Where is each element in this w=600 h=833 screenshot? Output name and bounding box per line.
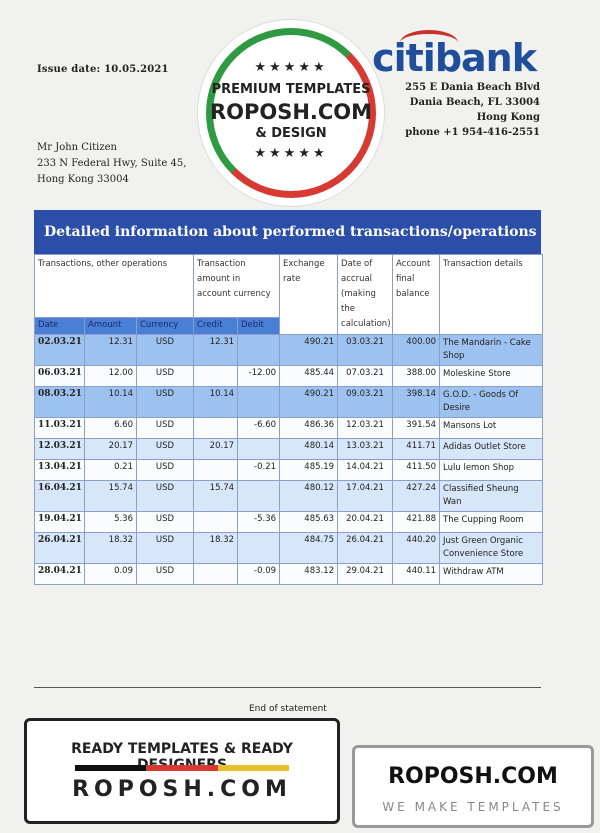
customer-address bbox=[37, 140, 186, 188]
cell-rate: 480.14 bbox=[280, 439, 338, 460]
cell-currency: USD bbox=[137, 366, 194, 387]
cell-details: Classified Sheung Wan bbox=[440, 481, 543, 512]
table-row bbox=[35, 418, 543, 439]
watermark-left-line1: READY TEMPLATES & READY bbox=[71, 741, 293, 757]
cell-rate: 486.36 bbox=[280, 418, 338, 439]
cell-currency: USD bbox=[137, 533, 194, 564]
cell-currency: USD bbox=[137, 418, 194, 439]
cell-debit bbox=[238, 533, 280, 564]
cell-balance: 411.71 bbox=[393, 439, 440, 460]
cell-credit bbox=[194, 366, 238, 387]
cell-debit bbox=[238, 481, 280, 512]
cell-date: 28.04.21 bbox=[35, 564, 85, 585]
cell-date: 11.03.21 bbox=[35, 418, 85, 439]
cell-balance: 388.00 bbox=[393, 366, 440, 387]
cell-amount: 6.60 bbox=[85, 418, 137, 439]
stamp-line3: & DESIGN bbox=[255, 126, 327, 141]
cell-accrual: 29.04.21 bbox=[338, 564, 393, 585]
cell-details: The Mandarin - Cake Shop bbox=[440, 335, 543, 366]
bank-address-line1: 255 E Dania Beach Blvd bbox=[405, 82, 540, 93]
cell-debit: -0.21 bbox=[238, 460, 280, 481]
cell-date: 13.04.21 bbox=[35, 460, 85, 481]
cell-balance: 427.24 bbox=[393, 481, 440, 512]
cell-accrual: 13.03.21 bbox=[338, 439, 393, 460]
header-transactions: Transactions, other operations bbox=[35, 255, 194, 318]
cell-details: The Cupping Room bbox=[440, 512, 543, 533]
cell-currency: USD bbox=[137, 387, 194, 418]
cell-date: 19.04.21 bbox=[35, 512, 85, 533]
cell-rate: 485.63 bbox=[280, 512, 338, 533]
cell-date: 08.03.21 bbox=[35, 387, 85, 418]
cell-currency: USD bbox=[137, 460, 194, 481]
watermark-left-line2: ROPOSH.COM bbox=[72, 777, 292, 802]
cell-currency: USD bbox=[137, 512, 194, 533]
cell-currency: USD bbox=[137, 481, 194, 512]
cell-debit: -6.60 bbox=[238, 418, 280, 439]
cell-currency: USD bbox=[137, 335, 194, 366]
watermark-right bbox=[352, 745, 594, 828]
issue-date: Issue date: 10.05.2021 bbox=[37, 64, 169, 75]
cell-amount: 15.74 bbox=[85, 481, 137, 512]
cell-rate: 490.21 bbox=[280, 387, 338, 418]
cell-amount: 0.21 bbox=[85, 460, 137, 481]
cell-details: Moleskine Store bbox=[440, 366, 543, 387]
cell-accrual: 20.04.21 bbox=[338, 512, 393, 533]
cell-debit: -12.00 bbox=[238, 366, 280, 387]
cell-balance: 400.00 bbox=[393, 335, 440, 366]
cell-details: Adidas Outlet Store bbox=[440, 439, 543, 460]
cell-rate: 485.44 bbox=[280, 366, 338, 387]
cell-amount: 12.00 bbox=[85, 366, 137, 387]
table-row bbox=[35, 512, 543, 533]
customer-name: Mr John Citizen bbox=[37, 142, 117, 153]
table-row bbox=[35, 439, 543, 460]
bank-address-line3: Hong Kong bbox=[476, 112, 540, 123]
subheader-amount: Amount bbox=[85, 318, 137, 335]
cell-amount: 0.09 bbox=[85, 564, 137, 585]
cell-credit bbox=[194, 512, 238, 533]
bank-phone: phone +1 954-416-2551 bbox=[405, 127, 540, 138]
roposh-stamp bbox=[198, 20, 384, 206]
cell-balance: 411.50 bbox=[393, 460, 440, 481]
bank-address bbox=[405, 80, 540, 140]
end-of-statement: End of statement bbox=[249, 704, 327, 714]
cell-details: Lulu lemon Shop bbox=[440, 460, 543, 481]
cell-date: 12.03.21 bbox=[35, 439, 85, 460]
cell-debit: -0.09 bbox=[238, 564, 280, 585]
subheader-debit: Debit bbox=[238, 318, 280, 335]
table-row bbox=[35, 481, 543, 512]
cell-amount: 18.32 bbox=[85, 533, 137, 564]
customer-city: Hong Kong 33004 bbox=[37, 174, 129, 185]
cell-balance: 398.14 bbox=[393, 387, 440, 418]
header-date-accrual: Date of accrual (making the calculation) bbox=[338, 255, 393, 335]
cell-debit bbox=[238, 387, 280, 418]
cell-amount: 5.36 bbox=[85, 512, 137, 533]
subheader-credit: Credit bbox=[194, 318, 238, 335]
cell-credit: 20.17 bbox=[194, 439, 238, 460]
cell-debit: -5.36 bbox=[238, 512, 280, 533]
cell-date: 26.04.21 bbox=[35, 533, 85, 564]
logo-text: citibank bbox=[372, 36, 536, 80]
divider bbox=[34, 687, 541, 688]
subheader-currency: Currency bbox=[137, 318, 194, 335]
table-row bbox=[35, 387, 543, 418]
cell-amount: 20.17 bbox=[85, 439, 137, 460]
bank-address-line2: Dania Beach, FL 33004 bbox=[409, 97, 540, 108]
cell-rate: 485.19 bbox=[280, 460, 338, 481]
cell-credit: 18.32 bbox=[194, 533, 238, 564]
cell-accrual: 17.04.21 bbox=[338, 481, 393, 512]
cell-credit bbox=[194, 418, 238, 439]
cell-debit bbox=[238, 335, 280, 366]
cell-accrual: 14.04.21 bbox=[338, 460, 393, 481]
cell-debit bbox=[238, 439, 280, 460]
cell-date: 06.03.21 bbox=[35, 366, 85, 387]
cell-details: G.O.D. - Goods Of Desire bbox=[440, 387, 543, 418]
header-row bbox=[35, 255, 543, 318]
cell-balance: 440.20 bbox=[393, 533, 440, 564]
cell-accrual: 03.03.21 bbox=[338, 335, 393, 366]
watermark-right-line2: WE MAKE TEMPLATES bbox=[382, 800, 564, 814]
customer-street: 233 N Federal Hwy, Suite 45, bbox=[37, 158, 187, 169]
cell-balance: 440.11 bbox=[393, 564, 440, 585]
header-exchange-rate: Exchange rate bbox=[280, 255, 338, 335]
cell-amount: 10.14 bbox=[85, 387, 137, 418]
transactions-table bbox=[34, 254, 543, 585]
cell-credit: 12.31 bbox=[194, 335, 238, 366]
table-row bbox=[35, 366, 543, 387]
cell-credit: 15.74 bbox=[194, 481, 238, 512]
table-row bbox=[35, 335, 543, 366]
header-details: Transaction details bbox=[440, 255, 543, 335]
table-row bbox=[35, 533, 543, 564]
cell-rate: 480.12 bbox=[280, 481, 338, 512]
cell-details: Just Green Organic Convenience Store bbox=[440, 533, 543, 564]
stamp-stars-bottom: ★★★★★ bbox=[254, 146, 328, 161]
cell-currency: USD bbox=[137, 439, 194, 460]
cell-balance: 421.88 bbox=[393, 512, 440, 533]
stamp-line1: PREMIUM TEMPLATES bbox=[211, 82, 371, 97]
table-title: Detailed information about performed transactions/operations bbox=[34, 210, 541, 254]
cell-accrual: 12.03.21 bbox=[338, 418, 393, 439]
cell-details: Withdraw ATM bbox=[440, 564, 543, 585]
cell-date: 16.04.21 bbox=[35, 481, 85, 512]
stamp-line2: ROPOSH.COM bbox=[209, 100, 373, 124]
header-tx-amount: Transaction amount in account currency bbox=[194, 255, 280, 318]
cell-date: 02.03.21 bbox=[35, 335, 85, 366]
cell-credit: 10.14 bbox=[194, 387, 238, 418]
stamp-stars-top: ★★★★★ bbox=[254, 60, 328, 75]
watermark-left bbox=[24, 718, 340, 824]
cell-currency: USD bbox=[137, 564, 194, 585]
cell-credit bbox=[194, 460, 238, 481]
cell-rate: 484.75 bbox=[280, 533, 338, 564]
cell-details: Mansons Lot bbox=[440, 418, 543, 439]
subheader-date: Date bbox=[35, 318, 85, 335]
logo-arc bbox=[400, 30, 458, 56]
watermark-color-bars bbox=[75, 765, 289, 771]
cell-accrual: 07.03.21 bbox=[338, 366, 393, 387]
table-row bbox=[35, 564, 543, 585]
citibank-logo bbox=[372, 36, 536, 80]
cell-credit bbox=[194, 564, 238, 585]
table-row bbox=[35, 460, 543, 481]
cell-rate: 490.21 bbox=[280, 335, 338, 366]
cell-balance: 391.54 bbox=[393, 418, 440, 439]
cell-amount: 12.31 bbox=[85, 335, 137, 366]
cell-accrual: 09.03.21 bbox=[338, 387, 393, 418]
cell-rate: 483.12 bbox=[280, 564, 338, 585]
header-final-balance: Account final balance bbox=[393, 255, 440, 335]
cell-accrual: 26.04.21 bbox=[338, 533, 393, 564]
watermark-right-line1: ROPOSH.COM bbox=[388, 764, 558, 789]
